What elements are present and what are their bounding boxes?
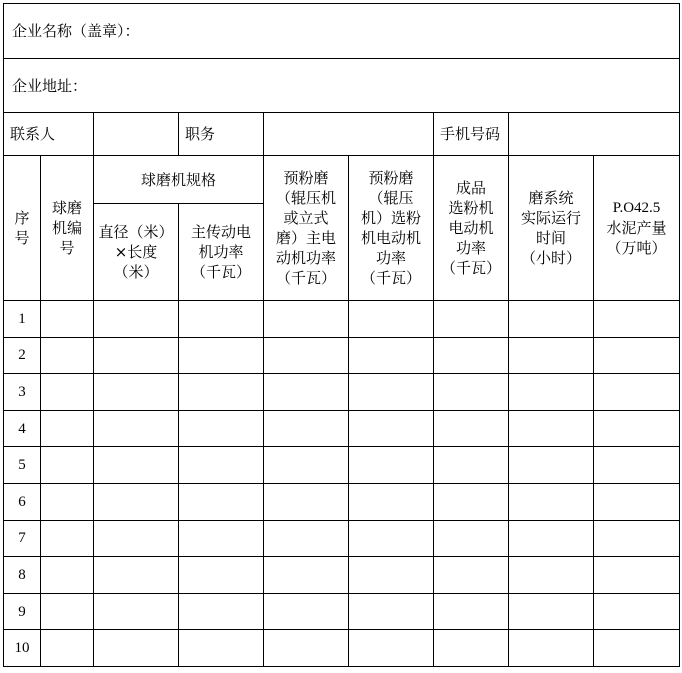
data-cell[interactable] — [509, 301, 594, 338]
col-mill-no-header: 球磨机编号 — [41, 156, 94, 301]
data-cell[interactable] — [41, 593, 94, 630]
contact-value[interactable] — [94, 113, 179, 156]
data-cell[interactable] — [434, 337, 509, 374]
data-cell[interactable] — [179, 630, 264, 667]
company-name-label: 企业名称（盖章）： — [12, 22, 140, 40]
data-cell[interactable] — [264, 374, 349, 411]
data-cell[interactable] — [94, 483, 179, 520]
row-number: 9 — [4, 593, 41, 630]
data-cell[interactable] — [264, 301, 349, 338]
data-cell[interactable] — [264, 630, 349, 667]
data-cell[interactable] — [264, 410, 349, 447]
data-cell[interactable] — [434, 483, 509, 520]
data-cell[interactable] — [434, 410, 509, 447]
data-cell[interactable] — [94, 410, 179, 447]
data-cell[interactable] — [41, 483, 94, 520]
phone-value[interactable] — [509, 113, 680, 156]
data-cell[interactable] — [94, 374, 179, 411]
data-cell[interactable] — [349, 520, 434, 557]
data-cell[interactable] — [349, 374, 434, 411]
col-output-header: P.O42.5 水泥产量 （万吨） — [594, 156, 680, 301]
data-cell[interactable] — [41, 557, 94, 594]
data-cell[interactable] — [434, 593, 509, 630]
data-cell[interactable] — [594, 447, 680, 484]
data-cell[interactable] — [94, 301, 179, 338]
col-mill-spec-header: 球磨机规格 — [94, 156, 264, 204]
data-cell[interactable] — [264, 447, 349, 484]
data-rows — [4, 301, 680, 667]
data-cell[interactable] — [264, 520, 349, 557]
row-number: 8 — [4, 557, 41, 594]
data-cell[interactable] — [349, 410, 434, 447]
table-row — [4, 301, 680, 338]
data-cell[interactable] — [349, 447, 434, 484]
col-main-motor-power-header: 主传动电 机功率 （千瓦） — [179, 204, 264, 301]
data-cell[interactable] — [509, 410, 594, 447]
table-row — [4, 483, 680, 520]
col-pregrind-main-header: 预粉磨 （辊压机 或立式 磨）主电 动机功率 （千瓦） — [264, 156, 349, 301]
col-runtime-header: 磨系统 实际运行 时间 （小时） — [509, 156, 594, 301]
col-pregrind-separator-header: 预粉磨 （辊压 机）选粉 机电动机 功率 （千瓦） — [349, 156, 434, 301]
table-row — [4, 520, 680, 557]
data-cell[interactable] — [41, 447, 94, 484]
row-number: 1 — [4, 301, 41, 338]
phone-label: 手机号码 — [434, 113, 509, 156]
data-cell[interactable] — [179, 557, 264, 594]
data-cell[interactable] — [509, 374, 594, 411]
col-seq-header: 序号 — [4, 156, 41, 301]
data-cell[interactable] — [594, 483, 680, 520]
data-cell[interactable] — [434, 301, 509, 338]
data-cell[interactable] — [41, 301, 94, 338]
row-number: 10 — [4, 630, 41, 667]
company-name-field[interactable] — [4, 4, 680, 59]
data-cell[interactable] — [94, 630, 179, 667]
row-number: 3 — [4, 374, 41, 411]
table-row — [4, 337, 680, 374]
data-cell[interactable] — [41, 630, 94, 667]
form-table — [3, 3, 680, 667]
data-cell[interactable] — [594, 301, 680, 338]
data-cell[interactable] — [179, 374, 264, 411]
data-cell[interactable] — [594, 520, 680, 557]
data-cell[interactable] — [509, 447, 594, 484]
row-number: 4 — [4, 410, 41, 447]
data-cell[interactable] — [264, 337, 349, 374]
data-cell[interactable] — [349, 593, 434, 630]
row-number: 6 — [4, 483, 41, 520]
data-cell[interactable] — [434, 374, 509, 411]
data-cell[interactable] — [94, 520, 179, 557]
col-diameter-length-header: 直径（米） ×长度 （米） — [94, 204, 179, 301]
data-cell[interactable] — [594, 374, 680, 411]
data-cell[interactable] — [594, 337, 680, 374]
data-cell[interactable] — [434, 447, 509, 484]
data-cell[interactable] — [509, 520, 594, 557]
data-cell[interactable] — [349, 630, 434, 667]
data-cell[interactable] — [41, 520, 94, 557]
data-cell[interactable] — [434, 557, 509, 594]
position-label: 职务 — [179, 113, 264, 156]
data-cell[interactable] — [41, 374, 94, 411]
data-cell[interactable] — [179, 301, 264, 338]
table-row — [4, 630, 680, 667]
data-cell[interactable] — [179, 447, 264, 484]
table-row — [4, 557, 680, 594]
data-cell[interactable] — [594, 630, 680, 667]
data-cell[interactable] — [594, 593, 680, 630]
data-cell[interactable] — [179, 520, 264, 557]
row-number: 5 — [4, 447, 41, 484]
row-number: 7 — [4, 520, 41, 557]
data-cell[interactable] — [41, 337, 94, 374]
data-cell[interactable] — [179, 410, 264, 447]
data-cell[interactable] — [509, 483, 594, 520]
data-cell[interactable] — [94, 593, 179, 630]
data-cell[interactable] — [94, 337, 179, 374]
data-cell[interactable] — [264, 483, 349, 520]
data-cell[interactable] — [509, 593, 594, 630]
table-row — [4, 447, 680, 484]
position-value[interactable] — [264, 113, 434, 156]
row-number: 2 — [4, 337, 41, 374]
data-cell[interactable] — [179, 483, 264, 520]
data-cell[interactable] — [94, 447, 179, 484]
data-cell[interactable] — [264, 593, 349, 630]
data-cell[interactable] — [509, 337, 594, 374]
data-cell[interactable] — [594, 557, 680, 594]
data-cell[interactable] — [434, 630, 509, 667]
company-address-field[interactable] — [4, 59, 680, 113]
data-cell[interactable] — [179, 593, 264, 630]
table-row — [4, 410, 680, 447]
col-product-separator-header: 成品 选粉机 电动机 功率 （千瓦） — [434, 156, 509, 301]
contact-label: 联系人 — [4, 113, 94, 156]
data-cell[interactable] — [509, 557, 594, 594]
data-cell[interactable] — [349, 301, 434, 338]
data-cell[interactable] — [349, 557, 434, 594]
table-row — [4, 593, 680, 630]
data-cell[interactable] — [349, 337, 434, 374]
data-cell[interactable] — [94, 557, 179, 594]
company-address-label: 企业地址： — [12, 76, 88, 95]
data-cell[interactable] — [594, 410, 680, 447]
data-cell[interactable] — [264, 557, 349, 594]
cement-mill-form — [3, 3, 679, 670]
data-cell[interactable] — [349, 483, 434, 520]
table-row — [4, 374, 680, 411]
data-cell[interactable] — [41, 410, 94, 447]
data-cell[interactable] — [509, 630, 594, 667]
data-cell[interactable] — [434, 520, 509, 557]
data-cell[interactable] — [179, 337, 264, 374]
